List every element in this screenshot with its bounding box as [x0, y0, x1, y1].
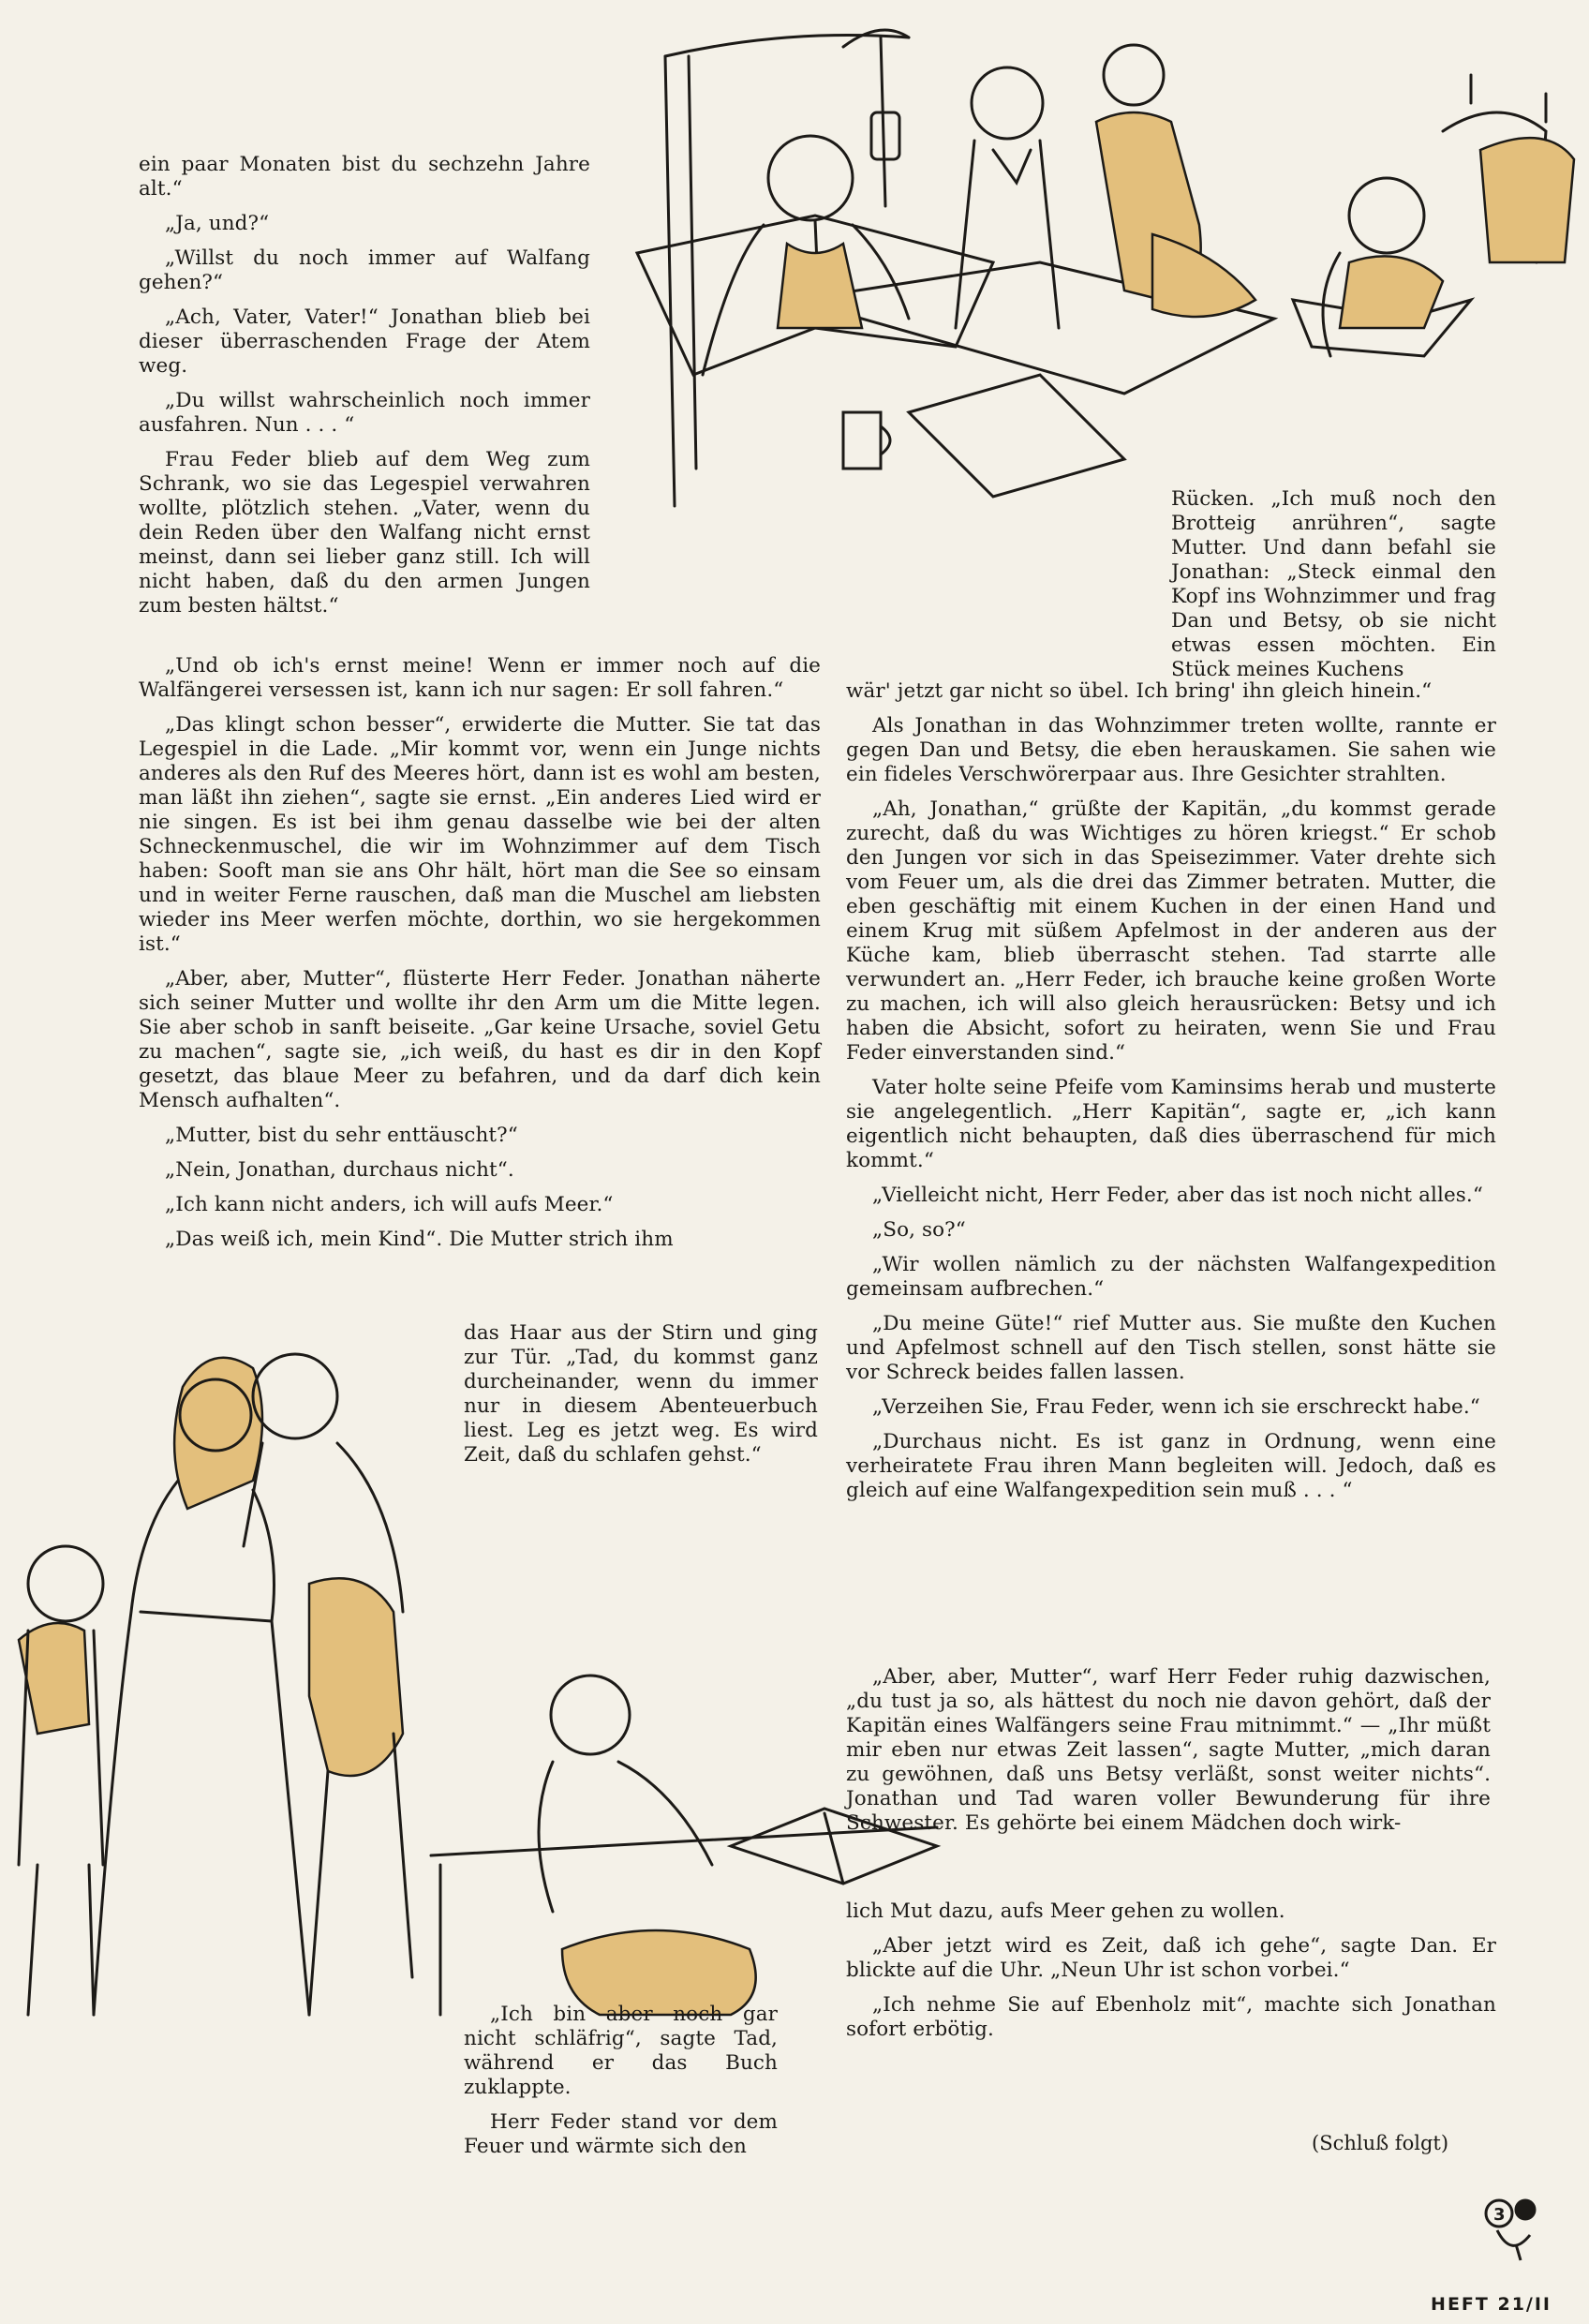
left-column-top — [139, 153, 590, 629]
paragraph: „Ja, und?“ — [165, 212, 270, 235]
paragraph: „Mutter, bist du sehr enttäuscht?“ — [165, 1124, 518, 1147]
family-table-svg — [600, 19, 1583, 525]
mouse-mascot-icon — [1478, 2193, 1544, 2263]
left-column-bottom — [464, 2003, 778, 2169]
paragraph: „Ach, Vater, Vater!“ Jonathan blieb bei dieser überraschenden Frage der Atem weg. — [139, 305, 590, 378]
mascot-page-logo — [1478, 2193, 1544, 2267]
paragraph: Rücken. „Ich muß noch den Brotteig anrühren“, sagte Mutter. Und dann befahl sie Jonathan: „Steck einmal den Kopf ins Wohnzimmer und frag Dan und Betsy, ob sie nicht etwas essen möchten. Ein Stück meines Kuchens — [1171, 487, 1496, 681]
mascot-number: 3 — [1493, 2205, 1506, 2225]
paragraph: „Und ob ich's ernst meine! Wenn er immer noch auf die Walfängerei versessen ist, kann ich nur sagen: Er soll fahren.“ — [139, 654, 821, 702]
paragraph: „Du meine Güte!“ rief Mutter aus. Sie mußte den Kuchen und Apfelmost schnell auf den Tisch stellen, sonst hätte sie vor Schreck beides fallen lassen. — [846, 1312, 1496, 1384]
family-table-illustration — [600, 19, 1583, 525]
issue-label: HEFT 21/II — [1431, 2294, 1552, 2315]
paragraph: „Du willst wahrscheinlich noch immer ausfahren. Nun . . . “ — [139, 389, 590, 437]
paragraph: „Aber, aber, Mutter“, warf Herr Feder ruhig dazwischen, „du tust ja so, als hättest du noch nie davon gehört, daß der Kapitän eines Walfängers seine Frau mitnimmt.“ — „Ihr müßt mir eben nur etwas Zeit lassen“, sagte Mutter, „mich daran zu gewöhnen, daß uns Betsy verläßt, sonst weiter nichts“. Jonathan und Tad waren voller Bewunderung für ihre Schwester. Es gehörte bei einem Mädchen doch wirk- — [846, 1665, 1491, 1835]
paragraph: „Nein, Jonathan, durchaus nicht“. — [165, 1158, 514, 1182]
right-column-end — [846, 1899, 1496, 2052]
paragraph: das Haar aus der Stirn und ging zur Tür. „Tad, du kommst ganz durcheinander, wenn du immer nur in diesem Abenteuerbuch liest. Leg es jetzt weg. Es wird Zeit, daß du schlafen gehst.“ — [464, 1321, 818, 1467]
paragraph: „Ah, Jonathan,“ grüßte der Kapitän, „du kommst gerade zurecht, daß du was Wichtiges zu hören kriegst.“ Er schob den Jungen vor sich in das Speisezimmer. Vater drehte sich vom Feuer um, als die drei das Zimmer betraten. Mutter, die eben geschäftig mit einem Kuchen in der einen Hand und einem Krug mit süßem Apfelmost in der anderen aus der Küche kam, blieb überrascht stehen. Tad starrte alle verwundert an. „Herr Feder, ich brauche keine großen Worte zu machen, ich will also gleich herausrücken: Betsy und ich haben die Absicht, sofort zu heiraten, wenn Sie und Frau Feder einverstanden sind.“ — [846, 797, 1496, 1065]
paragraph: Als Jonathan in das Wohnzimmer treten wollte, rannte er gegen Dan und Betsy, die eben herauskamen. Sie sahen wie ein fideles Verschwörerpaar aus. Ihre Gesichter strahlten. — [846, 714, 1496, 786]
paragraph: „Durchaus nicht. Es ist ganz in Ordnung, wenn eine verheiratete Frau ihren Mann begleiten will. Jedoch, daß es gleich auf eine Walfangexpedition sein muß . . . “ — [846, 1430, 1496, 1502]
paragraph: „Wir wollen nämlich zu der nächsten Walfangexpedition gemeinsam aufbrechen.“ — [846, 1253, 1496, 1301]
paragraph: „Verzeihen Sie, Frau Feder, wenn ich sie erschreckt habe.“ — [872, 1395, 1480, 1419]
paragraph: ein paar Monaten bist du sechzehn Jahre alt.“ — [139, 153, 590, 201]
to-be-continued: (Schluß folgt) — [1312, 2132, 1449, 2154]
right-column-wrap — [846, 1665, 1491, 1846]
paragraph: „Das weiß ich, mein Kind“. Die Mutter strich ihm — [165, 1228, 674, 1251]
paragraph: „Ich bin aber noch gar nicht schläfrig“, sagte Tad, während er das Buch zuklappte. — [464, 2003, 778, 2099]
paragraph: wär' jetzt gar nicht so übel. Ich bring' ihn gleich hinein.“ — [846, 679, 1433, 703]
paragraph: „Willst du noch immer auf Walfang gehen?“ — [139, 246, 590, 294]
paragraph: „Aber jetzt wird es Zeit, daß ich gehe“, sagte Dan. Er blickte auf die Uhr. „Neun Uhr ist schon vorbei.“ — [846, 1934, 1496, 1982]
paragraph: „Vielleicht nicht, Herr Feder, aber das ist noch nicht alles.“ — [872, 1184, 1483, 1207]
left-column-main — [139, 654, 821, 1262]
paragraph: „Ich kann nicht anders, ich will aufs Meer.“ — [165, 1193, 614, 1216]
right-column-main — [846, 679, 1496, 1513]
paragraph: Vater holte seine Pfeife vom Kaminsims herab und musterte sie angelegentlich. „Herr Kapitän“, sagte er, „ich kann eigentlich nicht behaupten, daß dies überraschend für mich kommt.“ — [846, 1076, 1496, 1172]
paragraph: „So, so?“ — [872, 1218, 966, 1242]
left-column-wrap — [464, 1321, 818, 1478]
paragraph: „Ich nehme Sie auf Ebenholz mit“, machte sich Jonathan sofort erbötig. — [846, 1993, 1496, 2041]
right-column-top — [1171, 487, 1496, 693]
paragraph: Herr Feder stand vor dem Feuer und wärmte sich den — [464, 2110, 778, 2158]
paragraph: „Das klingt schon besser“, erwiderte die Mutter. Sie tat das Legespiel in die Lade. „Mir kommt vor, wenn ein Junge nichts anderes als den Ruf des Meeres hört, dann ist es wohl am besten, man läßt ihn ziehen“, sagte sie ernst. „Ein anderes Lied wird er nie singen. Es ist bei ihm genau dasselbe wie bei der alten Schneckenmuschel, die wir im Wohnzimmer auf dem Tisch haben: Sooft man sie ans Ohr hält, hört man die See so einsam und in weiter Ferne rauschen, daß man die Muschel am liebsten wieder ins Meer werfen möchte, dorthin, wo sie hergekommen ist.“ — [139, 713, 821, 956]
paragraph: „Aber, aber, Mutter“, flüsterte Herr Feder. Jonathan näherte sich seiner Mutter und wollte ihr den Arm um die Mitte legen. Sie aber schob in sanft beiseite. „Gar keine Ursache, soviel Getu zu machen“, sagte sie, „ich weiß, du hast es dir in den Kopf gesetzt, das blaue Meer zu befahren, und da darf dich kein Mensch aufhalten“. — [139, 967, 821, 1112]
paragraph: lich Mut dazu, aufs Meer gehen zu wollen. — [846, 1899, 1285, 1923]
paragraph: Frau Feder blieb auf dem Weg zum Schrank, wo sie das Legespiel verwahren wollte, plötzlich stehen. „Vater, wenn du dein Reden über den Walfang nicht ernst meinst, dann sei lieber ganz still. Ich will nicht haben, daß du den armen Jungen zum besten hältst.“ — [139, 448, 590, 618]
